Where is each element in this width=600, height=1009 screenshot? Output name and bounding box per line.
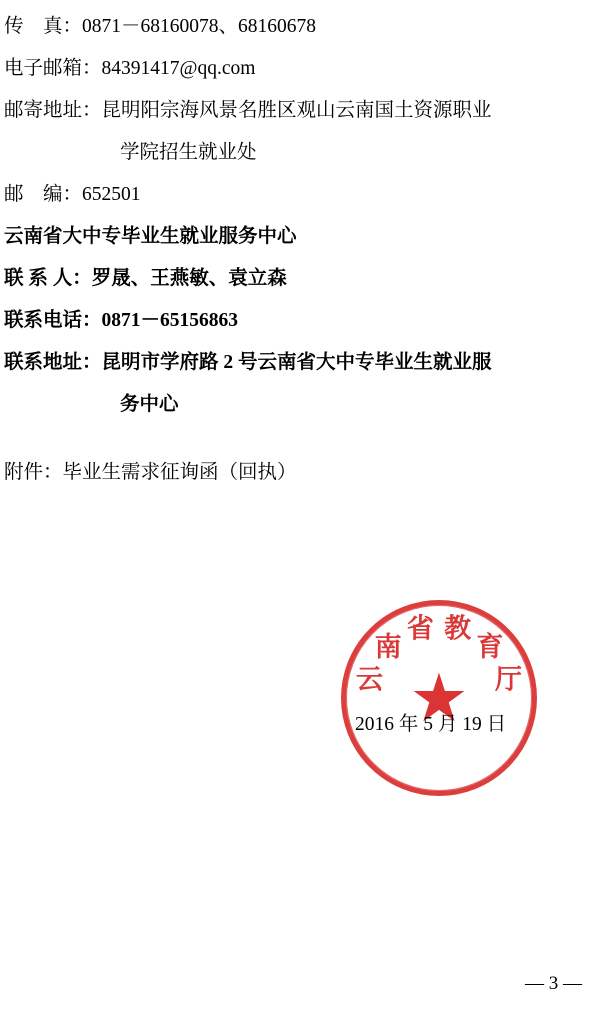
text-line-contact-address-2: 务中心 (120, 394, 179, 415)
page-number: — 3 — (525, 973, 582, 994)
text-line-fax: 传 真：0871－68160078、68160678 (4, 16, 317, 37)
text-line-postcode: 邮 编：652501 (4, 184, 141, 205)
document-body (0, 6, 600, 494)
text-line-contact-phone: 联系电话：0871－65156863 (4, 310, 239, 331)
text-line-contact-address-1: 联系地址：昆明市学府路 2 号云南省大中专毕业生就业服 (4, 352, 492, 373)
seal-char-4: 教 (444, 613, 472, 644)
text-line-mail-address-1: 邮寄地址：昆明阳宗海风景名胜区观山云南国土资源职业 (4, 100, 492, 121)
official-seal (341, 600, 537, 796)
seal-char-2: 南 (374, 632, 402, 663)
text-line-contact-person: 联 系 人：罗晟、王燕敏、袁立森 (4, 268, 287, 289)
paragraph-spacer (0, 426, 600, 452)
text-line-mail-address-2: 学院招生就业处 (120, 142, 257, 163)
seal-char-3: 省 (406, 613, 434, 644)
seal-char-6: 厅 (495, 664, 523, 695)
text-line-org-title: 云南省大中专毕业生就业服务中心 (4, 226, 297, 247)
attachment-line: 附件：毕业生需求征询函（回执） (4, 462, 297, 483)
seal-char-5: 育 (476, 632, 504, 663)
text-line-email: 电子邮箱：84391417@qq.com (4, 58, 256, 79)
seal-char-1: 云 (355, 664, 383, 695)
signature-date: 2016 年 5 月 19 日 (355, 714, 507, 735)
